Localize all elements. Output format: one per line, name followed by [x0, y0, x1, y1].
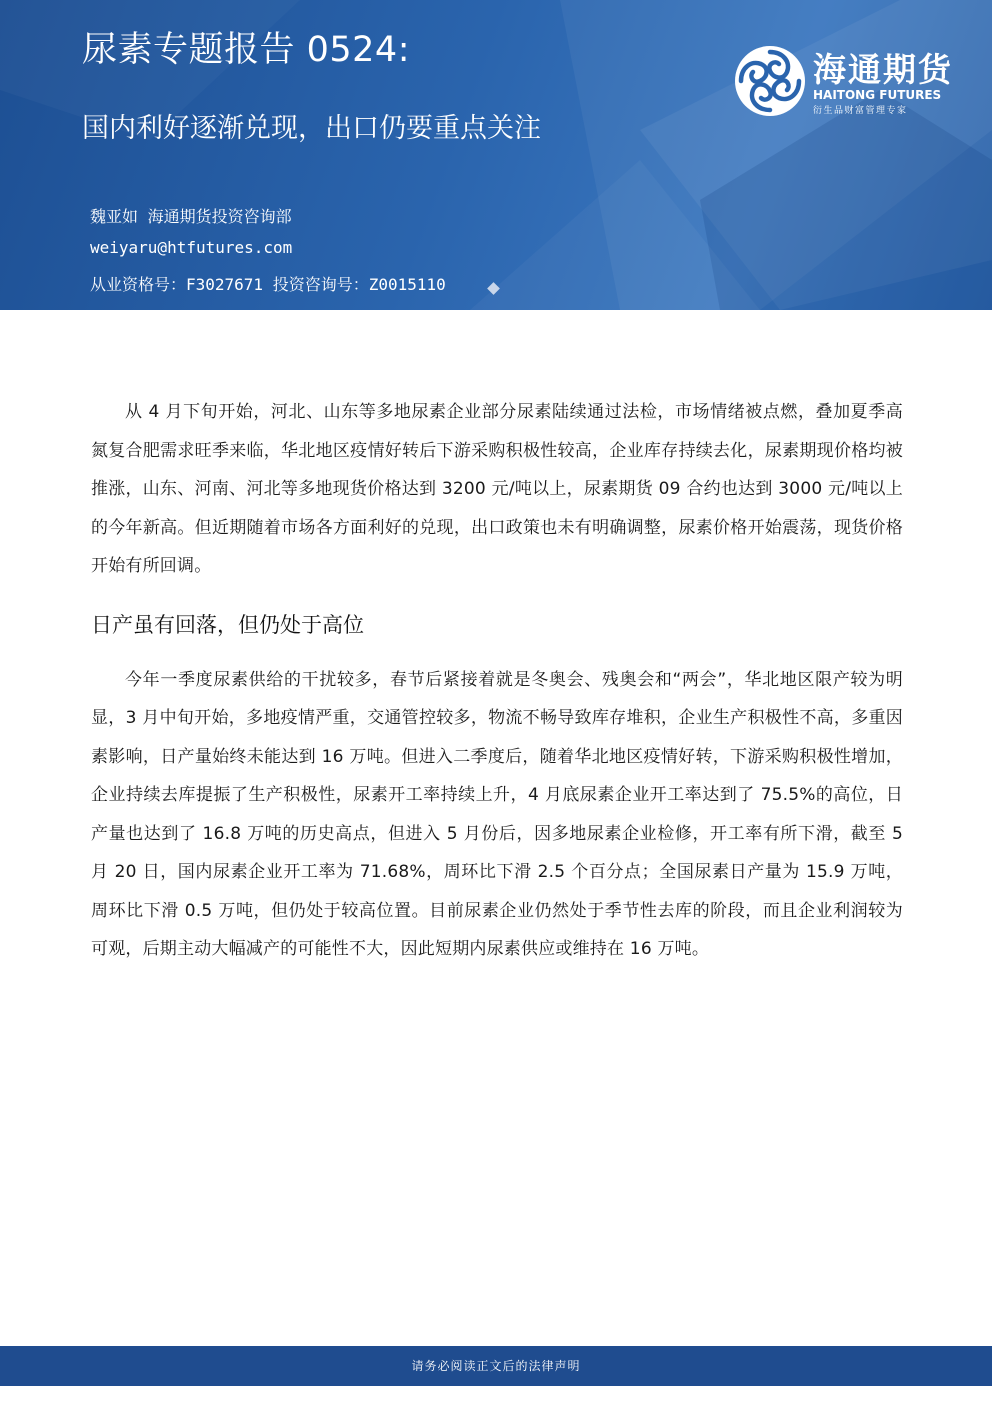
author-email[interactable]: weiyaru@htfutures.com — [90, 238, 293, 257]
report-body — [91, 393, 903, 969]
haitong-futures-logo — [733, 42, 953, 120]
report-header — [0, 0, 992, 310]
haitong-logo-icon — [733, 44, 807, 118]
logo-name-en: HAITONG FUTURES — [813, 88, 942, 102]
logo-tagline: 衍生品财富管理专家 — [813, 106, 908, 116]
logo-name-cn: 海通期货 — [813, 50, 953, 89]
license-numbers: 从业资格号：F3027671 投资咨询号：Z0015110 — [90, 275, 446, 294]
footer-bar — [0, 1346, 992, 1386]
legal-disclaimer-link[interactable]: 请务必阅读正文后的法律声明 — [411, 1359, 581, 1373]
author-department: 魏亚如 海通期货投资咨询部 — [90, 207, 292, 226]
report-subtitle: 国内利好逐渐兑现，出口仍要重点关注 — [82, 113, 541, 144]
section-heading: 日产虽有回落，但仍处于高位 — [91, 612, 364, 637]
section-paragraph: 今年一季度尿素供给的干扰较多，春节后紧接着就是冬奥会、残奥会和“两会”，华北地区限产较为明显，3 月中旬开始，多地疫情严重，交通管控较多，物流不畅导致库存堆积，企业生产积极性不高，多重因素影响，日产量始终未能达到 16 万吨。但进入二季度后，随着华北地区疫情好转，下游采购积极性增加，企业持续去库提振了生产积极性，尿素开工率持续上升，4 月底尿素企业开工率达到了 75.5%的高位，日产量也达到了 16.8 万吨的历史高点，但进入 5 月份后，因多地尿素企业检修，开工率有所下滑，截至 5 月 20 日，国内尿素企业开工率为 71.68%，周环比下滑 2.5 个百分点；全国尿素日产量为 15.9 万吨，周环比下滑 0.5 万吨，但仍处于较高位置。目前尿素企业仍然处于季节性去库的阶段，而且企业利润较为可观，后期主动大幅减产的可能性不大，因此短期内尿素供应或维持在 16 万吨。 — [91, 669, 903, 959]
report-title: 尿素专题报告 0524: — [82, 30, 410, 70]
intro-paragraph: 从 4 月下旬开始，河北、山东等多地尿素企业部分尿素陆续通过法检，市场情绪被点燃，叠加夏季高氮复合肥需求旺季来临，华北地区疫情好转后下游采购积极性较高，企业库存持续去化，尿素期现价格均被推涨，山东、河南、河北等多地现货价格达到 3200 元/吨以上，尿素期货 09 合约也达到 3000 元/吨以上的今年新高。但近期随着市场各方面利好的兑现，出口政策也未有明确调整，尿素价格开始震荡，现货价格开始有所回调。 — [91, 402, 903, 576]
